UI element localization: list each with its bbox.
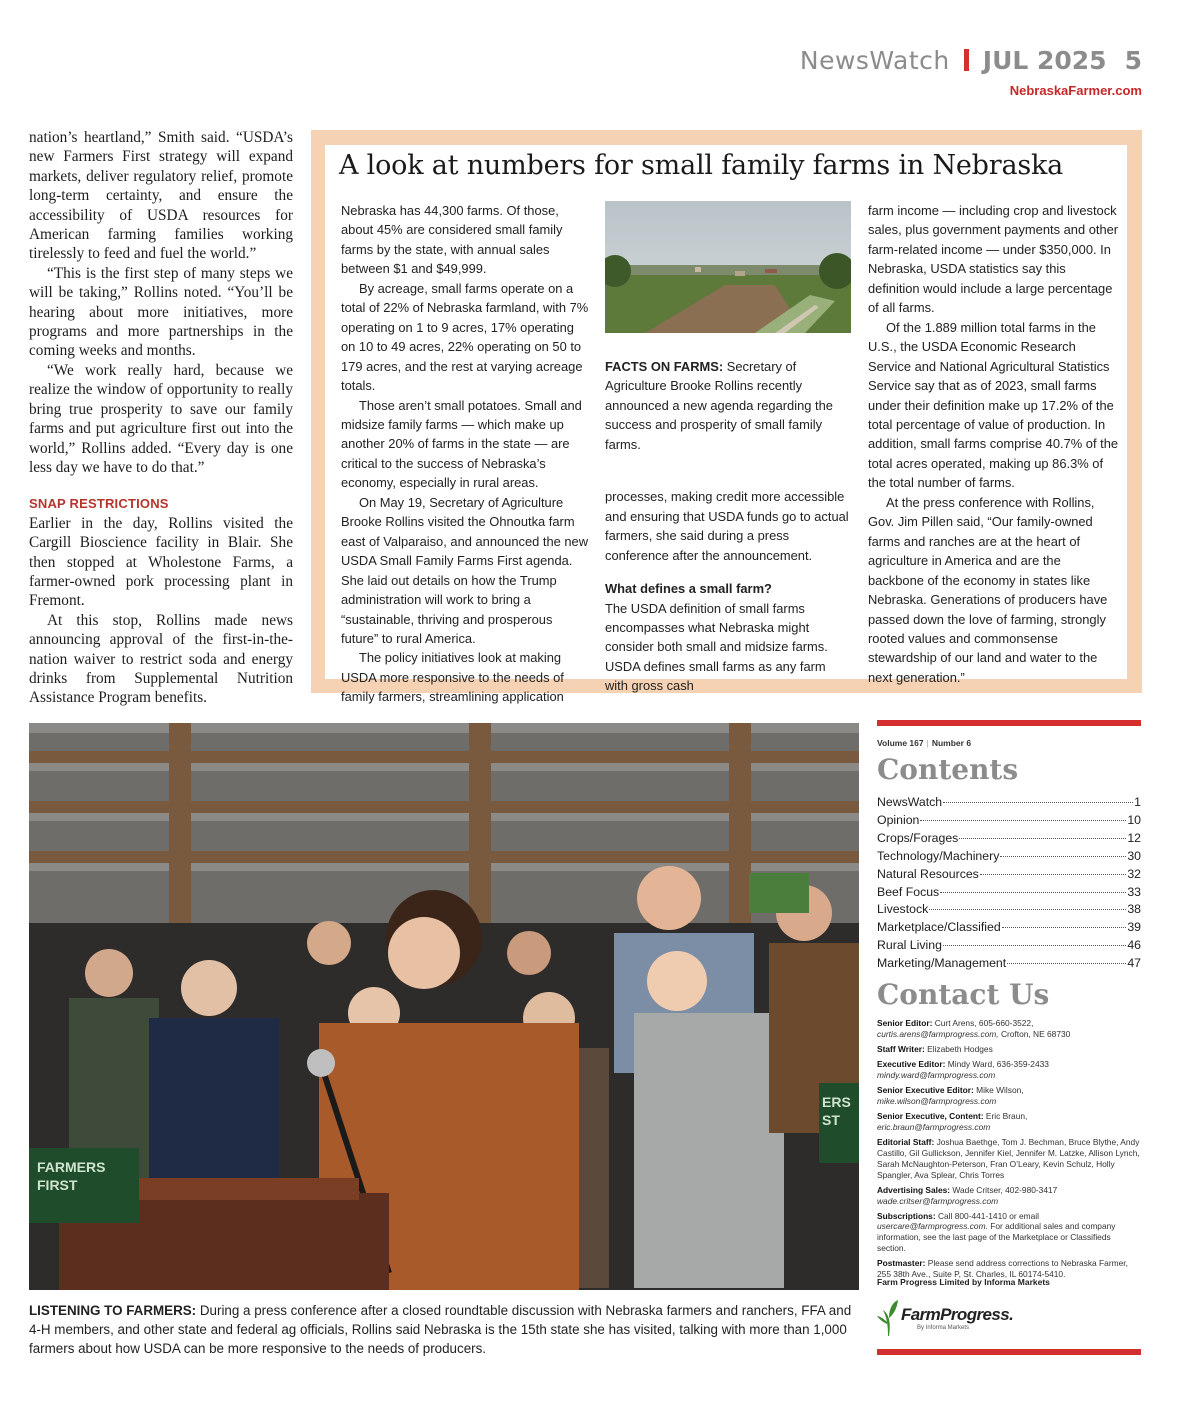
contact-label: Editorial Staff: (877, 1137, 935, 1148)
contact-value: Please send address corrections to Nebraska Farmer, 255 38th Ave., Suite P, St. Charles, IL 60174-5410. (877, 1258, 1128, 1280)
contact-entry (877, 1111, 1141, 1133)
logo-subtitle: By Informa Markets (917, 1324, 970, 1331)
contact-value: For additional sales and company information, see the last page of the Marketplace or Classifieds section. (877, 1221, 1116, 1254)
contact-entry (877, 1018, 1141, 1040)
toc-page: 10 (1127, 812, 1141, 827)
sidebar-paragraph: Nebraska has 44,300 farms. Of those, about 45% are considered small family farms by the state, with annual sales between $1 and $49,999. (341, 203, 563, 277)
contact-label: Executive Editor: (877, 1059, 946, 1070)
farm-landscape-photo (605, 201, 851, 333)
logo-name: FarmProgress. (901, 1304, 1014, 1324)
toc-label: Beef Focus (877, 884, 940, 899)
toc-leader (1000, 856, 1126, 857)
volume-line (877, 738, 1141, 748)
big-photo-caption-text: During a press conference after a closed roundtable discussion with Nebraska farmers and ranchers, FFA and 4-H members, and other state and federal ag officials, Rollins said Nebraska is the 15th state she has visited, talking with more than 1,000 farmers about how USDA can be more responsive to the needs of producers. (29, 1303, 852, 1356)
contact-email[interactable]: mindy.ward@farmprogress.com (877, 1069, 996, 1080)
farm-progress-logo[interactable] (877, 1295, 1141, 1341)
sidebar-paragraph: Of the 1.889 million total farms in the U.S., the USDA Economic Research Service and National Agricultural Statistics Service say that as of 2023, small farms under their definition make up 17.2% of the total percentage of value of production. In addition, small farms comprise 40.7% of the total acres operated, making up 86.3% of the total number of farms. (868, 319, 1119, 491)
toc-label: Technology/Machinery (877, 848, 1000, 863)
toc-page: 30 (1127, 848, 1141, 863)
article-paragraph: “We work really hard, because we realize the window of opportunity to really bring true prosperity to save our family farms and put agriculture first out into the world,” Rollins added. “Every day is one less day we have to do that.” (29, 361, 293, 476)
photo-caption-text: Secretary of Agriculture Brooke Rollins recently announced a new agenda regarding the success and prosperity of small family farms. (605, 359, 833, 452)
contact-label: Senior Executive, Content: (877, 1111, 984, 1122)
contact-label: Advertising Sales: (877, 1184, 951, 1195)
article-paragraph: nation’s heartland,” Smith said. “USDA’s new Farmers First strategy will expand markets, deliver regulatory relief, promote long-term certainty, and ensure the accessibility of USDA resources for American farming families working tirelessly to feed and fuel the world.” (29, 129, 293, 263)
contact-list (877, 1018, 1141, 1284)
sidebar-paragraph: On May 19, Secretary of Agriculture Brooke Rollins visited the Ohnoutka farm east of Valparaiso, and announced the new USDA Small Family Farms First agenda. She laid out details on how the Trump administration will work to bring a “sustainable, thriving and prosperous future” to rural America. (341, 494, 589, 646)
toc-item[interactable] (877, 937, 1141, 955)
sidebar-subhead: What defines a small farm? (605, 581, 772, 597)
contact-entry (877, 1137, 1141, 1180)
landscape-image (605, 201, 851, 333)
contact-title: Contact Us (877, 978, 1050, 1011)
toc-page: 1 (1134, 795, 1141, 809)
toc-label: Opinion (877, 812, 920, 827)
big-photo-caption-lead: LISTENING TO FARMERS: (29, 1303, 197, 1318)
press-conference-photo (29, 723, 859, 1290)
sidebar-column-3 (868, 201, 1120, 687)
contact-label: Postmaster: (877, 1258, 926, 1269)
toc-label: Marketplace/Classified (877, 920, 1001, 935)
contents-top-rule (877, 720, 1141, 726)
contact-entry (877, 1085, 1141, 1107)
toc-label: Natural Resources (877, 866, 979, 881)
site-link[interactable]: NebraskaFarmer.com (1009, 83, 1142, 98)
contact-value: Wade Critser, 402-980-3417 (952, 1184, 1058, 1195)
sidebar-title: A look at numbers for small family farms in Nebraska (339, 150, 1064, 181)
contents-bottom-rule (877, 1349, 1141, 1355)
toc-page: 38 (1127, 902, 1141, 917)
toc-item[interactable] (877, 794, 1141, 812)
issue-date: JUL 2025 (982, 46, 1107, 75)
contact-value: Mindy Ward, 636-359-2433 (947, 1059, 1049, 1070)
contents-list (877, 794, 1141, 973)
toc-page: 33 (1127, 884, 1141, 899)
toc-leader (920, 820, 1126, 821)
sidebar-column-2 (605, 201, 851, 696)
toc-leader (1007, 963, 1126, 964)
toc-page: 47 (1127, 956, 1141, 971)
contact-email[interactable]: curtis.arens@farmprogress.com, (877, 1028, 999, 1039)
sidebar-column-1 (341, 201, 591, 707)
sidebar-inner (325, 145, 1127, 705)
article-subhead: SNAP RESTRICTIONS (29, 496, 169, 512)
contact-value: Crofton, NE 68730 (1000, 1028, 1071, 1039)
logo-text (901, 1306, 1013, 1331)
contact-value: Call 800-441-1410 or email (937, 1210, 1039, 1221)
article-paragraph: “This is the first step of many steps we will be taking,” Rollins noted. “You’ll be hearing about more initiatives, more programs and more partnerships in the coming weeks and months. (29, 264, 293, 360)
toc-label: Crops/Forages (877, 830, 959, 845)
contents-title: Contents (877, 753, 1019, 786)
contact-entry (877, 1044, 1141, 1055)
toc-item[interactable] (877, 884, 1141, 902)
big-photo-caption (29, 1301, 864, 1358)
contact-label: Senior Executive Editor: (877, 1085, 974, 1096)
toc-page: 32 (1127, 866, 1141, 881)
toc-leader (943, 802, 1133, 803)
toc-leader (940, 892, 1126, 893)
contact-label: Subscriptions: (877, 1210, 936, 1221)
contact-label: Staff Writer: (877, 1043, 925, 1054)
farmers-first-sign-left (37, 1158, 105, 1194)
toc-label: NewsWatch (877, 795, 943, 809)
publisher-line: Farm Progress Limited by Informa Markets (877, 1277, 1050, 1287)
section-name: NewsWatch (799, 46, 950, 75)
article-left-column (29, 128, 293, 708)
toc-item[interactable] (877, 955, 1141, 973)
sidebar-paragraph: farm income — including crop and livestock sales, plus government payments and other farm-related income — under $350,000. In Nebraska, USDA statistics say this definition would include a large percentage of all farms. (868, 203, 1119, 316)
sign-text-line: FIRST (37, 1177, 78, 1193)
contact-email[interactable]: wade.critser@farmprogress.com (877, 1195, 999, 1206)
contact-label: Senior Editor: (877, 1018, 933, 1028)
contact-value: Elizabeth Hodges (927, 1043, 993, 1054)
toc-page: 39 (1127, 920, 1141, 935)
contact-email[interactable]: eric.braun@farmprogress.com (877, 1121, 991, 1132)
toc-page: 46 (1127, 938, 1141, 953)
contact-value: Joshua Baethge, Tom J. Bechman, Bruce Blythe, Andy Castillo, Gil Gullickson, Jennifer Kiel, Jennifer M. Latzke, Allison Lynch, Sarah McNaughton-Peterson, Fran O’Leary, Kevin Schulz, Holly Spangler, Ava Splear, Chris Torres (877, 1137, 1140, 1180)
contact-value: Mike Wilson, (976, 1085, 1024, 1096)
contact-value: Eric Braun, (985, 1111, 1028, 1122)
toc-leader (980, 874, 1126, 875)
page-number: 5 (1124, 46, 1142, 75)
contact-entry (877, 1211, 1141, 1254)
sidebar-paragraph: The USDA definition of small farms encompasses what Nebraska might consider both small and midsize farms. USDA defines small farms as any farm with gross cash (605, 600, 828, 694)
sign-text-line: ERS (822, 1094, 851, 1110)
toc-page: 12 (1127, 830, 1141, 845)
toc-leader (1002, 927, 1127, 928)
toc-leader (929, 909, 1126, 910)
contact-value: Curt Arens, 605-660-3522, (934, 1018, 1034, 1028)
header-divider (964, 49, 969, 71)
press-conference-image (29, 723, 859, 1290)
toc-item[interactable] (877, 812, 1141, 830)
volume-number: Volume 167 (877, 738, 924, 748)
leaf-icon (877, 1298, 899, 1338)
toc-label: Marketing/Management (877, 956, 1007, 971)
toc-item[interactable] (877, 866, 1141, 884)
farmers-first-sign-right (822, 1093, 851, 1129)
contact-email[interactable]: usercare@farmprogress.com. (877, 1221, 988, 1232)
page-header (800, 46, 1142, 75)
article-paragraph: At this stop, Rollins made news announcing approval of the first-in-the-nation waiver to restrict soda and energy drinks from Supplemental Nutrition Assistance Program benefits. (29, 611, 293, 707)
sidebar-paragraph: Those aren’t small potatoes. Small and midsize family farms — which make up another 20% of farms in the state — are critical to the success of Nebraska’s economy, especially in rural areas. (341, 397, 582, 491)
sign-text-line: FARMERS (37, 1159, 106, 1175)
photo-caption-lead: FACTS ON FARMS: (605, 359, 724, 374)
sidebar-paragraph: At the press conference with Rollins, Gov. Jim Pillen said, “Our family-owned farms and ranches are at the heart of agriculture in America and are the backbone of the economy in states like Nebraska. Generations of producers have passed down the love of farming, strongly rooted values and commonsense stewardship of our land and water to the next generation.” (868, 494, 1108, 685)
toc-item[interactable] (877, 901, 1141, 919)
sidebar-paragraph: processes, making credit more accessible and ensuring that USDA funds go to actual farmers, she said during a press conference after the announcement. (605, 489, 849, 563)
toc-label: Rural Living (877, 938, 942, 953)
sidebar-paragraph: The policy initiatives look at making USDA more responsive to the needs of family farmers, streamlining application (341, 650, 564, 705)
sidebar-box (311, 130, 1142, 705)
issue-number: Number 6 (931, 738, 972, 748)
article-paragraph: Earlier in the day, Rollins visited the Cargill Bioscience facility in Blair. She then stopped at Wholestone Farms, a farmer-owned pork processing plant in Fremont. (29, 514, 293, 610)
toc-item[interactable] (877, 848, 1141, 866)
contact-entry (877, 1059, 1141, 1081)
volume-separator: | (926, 738, 929, 748)
toc-label: Livestock (877, 902, 929, 917)
photo-caption (605, 357, 851, 454)
toc-item[interactable] (877, 919, 1141, 937)
sidebar-paragraph: By acreage, small farms operate on a total of 22% of Nebraska farmland, with 7% operating on 1 to 9 acres, 17% operating on 10 to 49 acres, 22% operating on 50 to 179 acres, and the rest at varying acreage totals. (341, 280, 589, 394)
toc-item[interactable] (877, 830, 1141, 848)
sign-text-line: ST (822, 1112, 840, 1128)
contact-entry (877, 1185, 1141, 1207)
toc-leader (959, 838, 1126, 839)
contact-email[interactable]: mike.wilson@farmprogress.com (877, 1095, 997, 1106)
toc-leader (943, 945, 1126, 946)
